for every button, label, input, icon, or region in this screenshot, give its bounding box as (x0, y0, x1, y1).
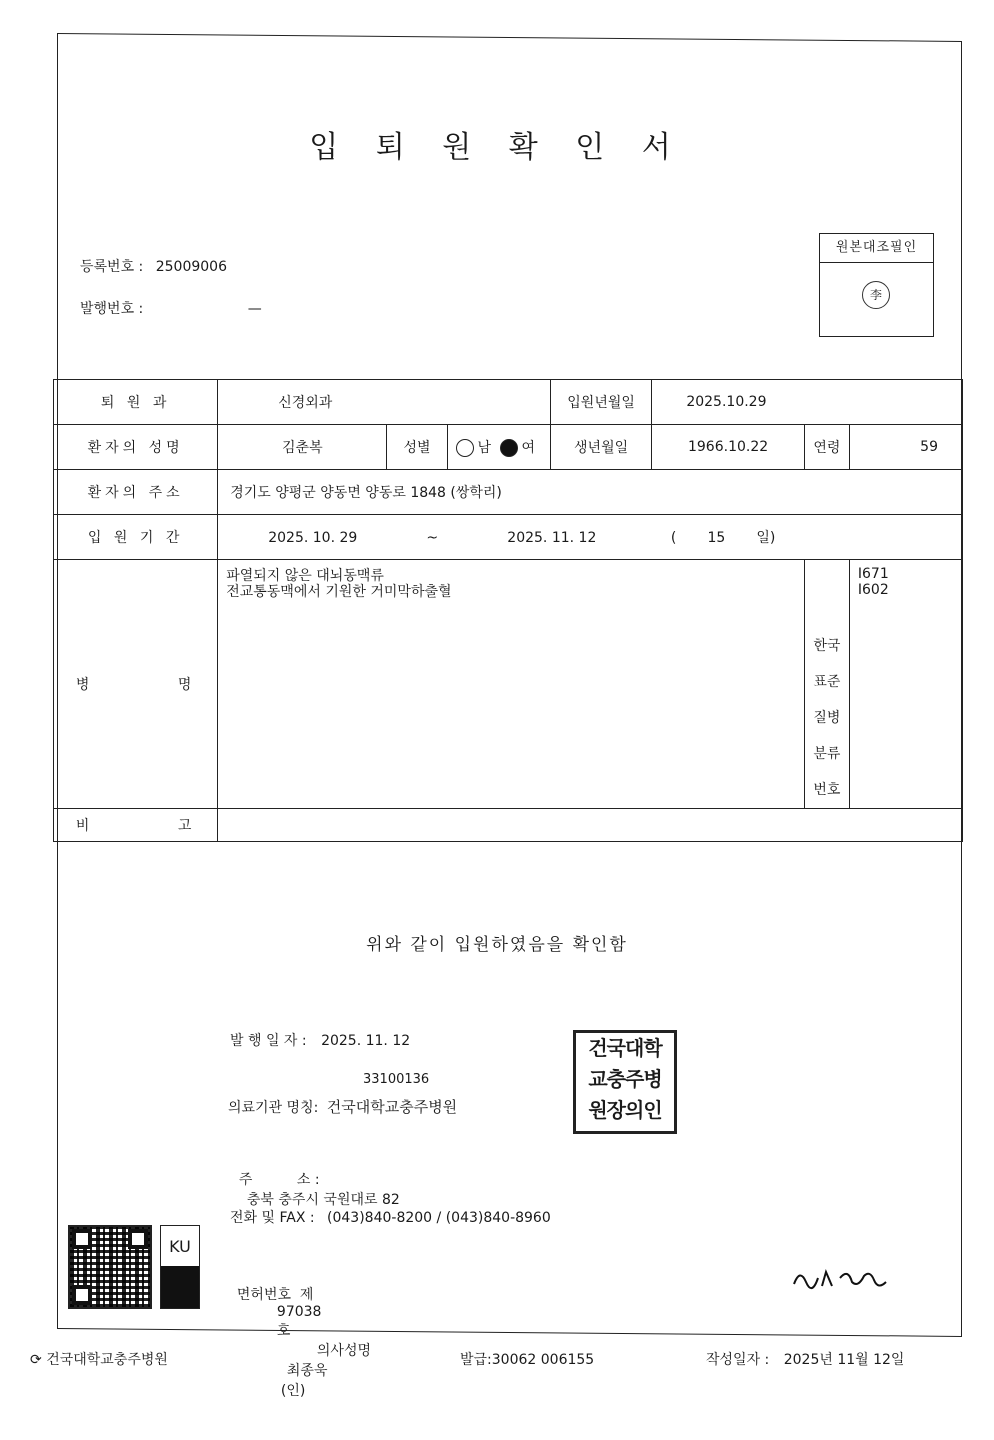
admit-date-label: 입원년월일 (550, 380, 651, 425)
issue-number-row (80, 298, 262, 318)
hospital-official-seal (573, 1030, 677, 1134)
license-number: 97038 (276, 1304, 322, 1320)
period-days: 15 (707, 530, 726, 546)
kcd-label-line: 분류 (813, 746, 841, 762)
remarks-label: 비 고 (54, 809, 218, 842)
issue-number: — (247, 301, 262, 317)
institution-row (228, 1096, 457, 1117)
patient-name-label: 환자의 성명 (54, 425, 218, 470)
hospital-seal-line: 건국대학 (588, 1036, 662, 1060)
kcd-code: I602 (857, 582, 889, 598)
table-row (54, 380, 963, 425)
kcd-label (804, 560, 849, 809)
diagnosis-line: 전교통동맥에서 기원한 거미막하출혈 (226, 584, 452, 600)
address-label: 환자의 주소 (54, 470, 218, 515)
issue-date-label: 발 행 일 자 : (230, 1033, 307, 1049)
doctor-name: 최종욱 (286, 1363, 328, 1379)
birth-date-value: 1966.10.22 (652, 425, 804, 470)
kcd-codes-cell (849, 560, 962, 809)
sex-selector (447, 425, 550, 470)
phone-value: (043)840-8200 / (043)840-8960 (327, 1210, 551, 1226)
period-start: 2025. 10. 29 (268, 530, 358, 546)
registration-label: 등록번호 : (80, 259, 144, 275)
hospital-seal-line: 원장의인 (588, 1098, 662, 1122)
birth-date-label: 생년월일 (550, 425, 651, 470)
footer-written-label: 작성일자 : (706, 1352, 770, 1368)
age-label: 연령 (804, 425, 849, 470)
remarks-value (218, 809, 963, 842)
kcd-label-line: 질병 (813, 710, 841, 726)
diagnosis-line: 파열되지 않은 대뇌동맥류 (226, 568, 384, 584)
footer-hospital-row (30, 1349, 168, 1369)
diagnosis-cell (218, 560, 805, 809)
original-copy-stamp-label: 원본대조필인 (820, 234, 933, 263)
issue-number-label: 발행번호 : (80, 301, 144, 317)
confirmation-statement: 위와 같이 입원하였음을 확인함 (366, 935, 628, 955)
institution-code: 33100136 (363, 1072, 430, 1087)
hospital-seal-line: 교충주병 (588, 1067, 662, 1091)
original-copy-seal: 李 (862, 281, 890, 309)
male-option-label: 남 (477, 440, 492, 456)
doctor-label: 의사성명 (316, 1343, 372, 1359)
period-days-close: 일) (756, 530, 776, 546)
footer-written-date: 2025년 11월 12일 (783, 1352, 905, 1368)
female-radio-filled (500, 439, 518, 457)
phone-label: 전화 및 FAX : (230, 1210, 315, 1226)
admit-date-value: 2025.10.29 (652, 380, 963, 425)
hospital-address-value: 충북 충주시 국원대로 82 (246, 1192, 400, 1208)
diagnosis-label: 병 명 (54, 560, 218, 809)
license-suffix: 호 (276, 1323, 291, 1339)
document-title: 입 퇴 원 확 인 서 (309, 130, 685, 165)
sex-label: 성별 (387, 425, 447, 470)
phone-row (230, 1207, 551, 1227)
period-days-open: ( (670, 530, 677, 546)
table-row (54, 425, 963, 470)
footer-written-row (706, 1349, 904, 1369)
hospital-address-row (230, 1153, 400, 1209)
address-value: 경기도 양평군 양동면 양동로 1848 (쌍학리) (218, 470, 963, 515)
original-copy-stamp-box (819, 233, 934, 337)
registration-row (80, 256, 227, 276)
period-end: 2025. 11. 12 (507, 530, 597, 546)
license-label: 면허번호 제 (236, 1287, 314, 1303)
doctor-seal-mark: (인) (280, 1383, 306, 1399)
qr-code-icon (68, 1225, 152, 1309)
hospital-logo-icon: ⟳ (30, 1352, 42, 1368)
table-row (54, 470, 963, 515)
kcd-label-line: 표준 (813, 674, 841, 690)
issue-date-row (230, 1030, 410, 1050)
institution-name: 건국대학교충주병원 (326, 1098, 458, 1116)
admission-info-table (53, 379, 963, 842)
discharge-dept-value: 신경외과 (218, 380, 551, 425)
table-row (54, 560, 963, 809)
footer-issue-code: 발급:30062 006155 (460, 1352, 595, 1368)
hospital-address-label: 주 소 : (238, 1172, 320, 1188)
table-row (54, 809, 963, 842)
registration-number: 25009006 (155, 259, 227, 275)
table-row (54, 515, 963, 560)
kcd-label-line: 번호 (813, 782, 841, 798)
age-value: 59 (849, 425, 962, 470)
kcd-code: I671 (857, 566, 889, 582)
male-radio-circle (456, 439, 474, 457)
doctor-signature-icon (790, 1262, 890, 1296)
verification-mark-icon: KU (160, 1225, 200, 1309)
issue-date-value: 2025. 11. 12 (321, 1033, 411, 1049)
period-label: 입 원 기 간 (54, 515, 218, 560)
period-separator: ~ (426, 530, 439, 546)
institution-label: 의료기관 명칭: (228, 1100, 319, 1116)
female-option-label: 여 (521, 440, 536, 456)
discharge-dept-label: 퇴 원 과 (54, 380, 218, 425)
period-value (218, 515, 963, 560)
patient-name-value: 김춘복 (218, 425, 387, 470)
footer-hospital-name: 건국대학교충주병원 (46, 1352, 168, 1368)
kcd-label-line: 한국 (813, 638, 841, 654)
